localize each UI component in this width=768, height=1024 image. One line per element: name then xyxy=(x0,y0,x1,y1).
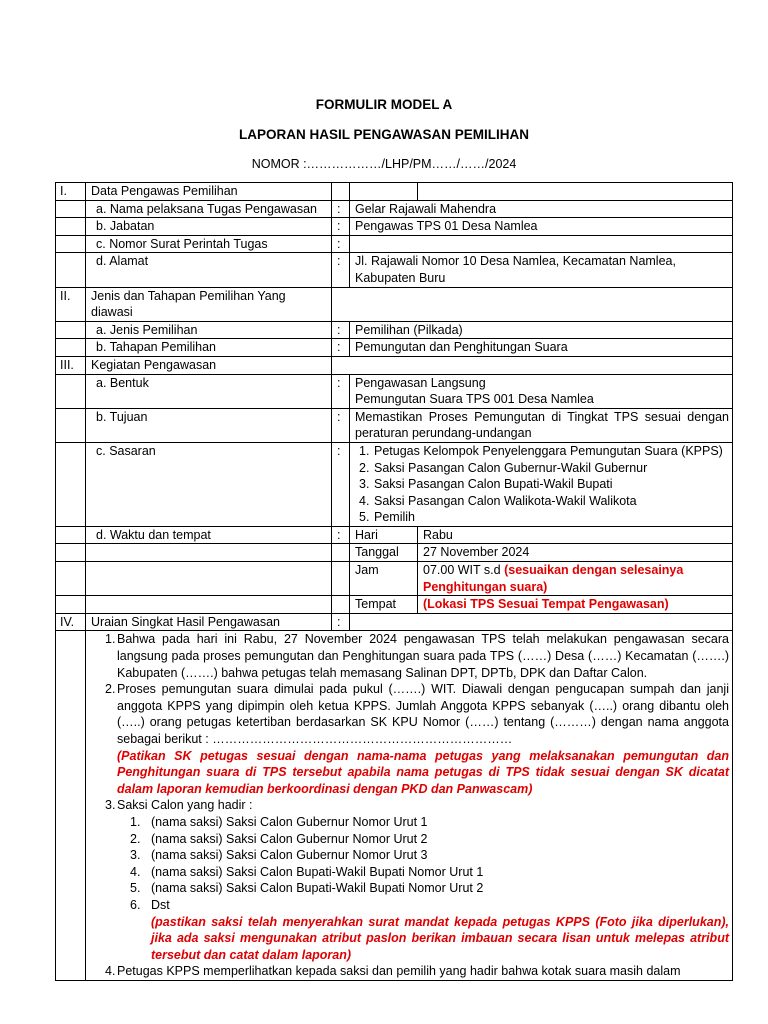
field-value: Gelar Rajawali Mahendra xyxy=(350,200,733,218)
report-title: LAPORAN HASIL PENGAWASAN PEMILIHAN xyxy=(238,127,530,142)
saksi-list xyxy=(117,814,729,963)
field-value: Jl. Rajawali Nomor 10 Desa Namlea, Kecamatan Namlea, Kabupaten Buru xyxy=(350,253,733,287)
list-item: 4. (nama saksi) Saksi Calon Bupati-Wakil Bupati Nomor Urut 1 xyxy=(130,864,484,879)
field-value: Memastikan Proses Pemungutan di Tingkat TPS sesuai dengan peraturan perundang-undangan xyxy=(350,408,733,442)
table-row xyxy=(56,526,733,544)
table-row xyxy=(56,374,733,408)
table-row xyxy=(56,544,733,562)
section-number: IV. xyxy=(56,613,86,631)
petugas-note: (Patikan SK petugas sesuai dengan nama-nama petugas yang melaksanakan pemungutan dan Penghitungan suara di TPS tersebut apabila nama petugas di TPS tidak sesuai dengan SK dicatat dalam laporan kemudian berkoordinasi dengan PKD dan Panwascam) xyxy=(117,748,729,796)
colon: : xyxy=(332,235,350,253)
colon: : xyxy=(332,253,350,287)
field-value: Pengawas TPS 01 Desa Namlea xyxy=(350,218,733,236)
section-number: I. xyxy=(56,183,86,201)
field-label: a. Bentuk xyxy=(86,374,332,408)
section-title: Kegiatan Pengawasan xyxy=(86,356,332,374)
list-item: 1. Petugas Kelompok Penyelenggara Pemungutan Suara (KPPS) xyxy=(359,443,723,458)
section-number: III. xyxy=(56,356,86,374)
section-title: Jenis dan Tahapan Pemilihan Yang diawasi xyxy=(86,287,332,321)
summary-content xyxy=(86,631,733,980)
field-value: Pemilihan (Pilkada) xyxy=(350,321,733,339)
colon: : xyxy=(332,526,350,544)
table-row xyxy=(56,631,733,980)
report-number: NOMOR :………………/LHP/PM……/……/2024 xyxy=(251,157,517,171)
colon: : xyxy=(332,374,350,408)
section-title: Data Pengawas Pemilihan xyxy=(86,183,332,201)
list-item: 4. Saksi Pasangan Calon Walikota-Wakil Walikota xyxy=(359,493,637,508)
list-item: 3. (nama saksi) Saksi Calon Gubernur Nomor Urut 3 xyxy=(130,848,428,863)
table-row xyxy=(56,562,733,596)
table-row xyxy=(56,408,733,442)
field-label: b. Tahapan Pemilihan xyxy=(86,339,332,357)
table-row xyxy=(56,356,733,374)
list-item: 1. (nama saksi) Saksi Calon Gubernur Nomor Urut 1 xyxy=(130,814,428,829)
jam-label: Jam xyxy=(350,562,418,596)
field-label: c. Sasaran xyxy=(86,442,332,526)
section-title: Uraian Singkat Hasil Pengawasan xyxy=(86,613,332,631)
field-label: b. Tujuan xyxy=(86,408,332,442)
colon: : xyxy=(332,200,350,218)
list-item: 3. Saksi Pasangan Calon Bupati-Wakil Bupati xyxy=(359,477,613,492)
table-row xyxy=(56,339,733,357)
table-row xyxy=(56,596,733,614)
list-item: 2. Saksi Pasangan Calon Gubernur-Wakil Gubernur xyxy=(359,460,648,475)
table-row xyxy=(56,287,733,321)
list-item: 3. Saksi Calon yang hadir : 1. (nama saksi) Saksi Calon Gubernur Nomor Urut 1 2. (nama saksi) Saksi Calon Gubernur Nomor Urut 2 3. (nama saksi) Saksi Calon Gubernur Nomor Urut 3 4. (nama saksi) Saksi Calon Bupati-Wakil Bupati Nomor Urut 1 5. (nama saksi) Saksi Calon Bupati-Wakil Bupati Nomor Urut 2 6. Dst (pastikan saksi telah menyerahkan surat mandat kepada petugas KPPS (Foto jika diperlukan), jika ada saksi mengunakan atribut paslon berikan imbauan secara lisan untuk melepas atribut tersebut dan catat dalam laporan) xyxy=(105,798,729,962)
list-item: 2. (nama saksi) Saksi Calon Gubernur Nomor Urut 2 xyxy=(130,831,428,846)
table-row xyxy=(56,235,733,253)
table-row xyxy=(56,183,733,201)
tempat-value: (Lokasi TPS Sesuai Tempat Pengawasan) xyxy=(418,596,733,614)
colon: : xyxy=(332,339,350,357)
field-value: Pemungutan dan Penghitungan Suara xyxy=(350,339,733,357)
jam-value: 07.00 WIT s.d (sesuaikan dengan selesainya Penghitungan suara) xyxy=(418,562,733,596)
section-number: II. xyxy=(56,287,86,321)
field-label: b. Jabatan xyxy=(86,218,332,236)
bentuk-line: Pengawasan Langsung xyxy=(355,375,486,390)
colon: : xyxy=(332,442,350,526)
list-item: 2. Proses pemungutan suara dimulai pada pukul (…….) WIT. Diawali dengan pengucapan sumpah dan janji anggota KPPS yang dipimpin oleh ketua KPPS. Jumlah Anggota KPPS sebanyak (…..) orang dibantu oleh (…..) orang petugas ketertiban berdasarkan SK KPU Nomor (……) tentang (………) dengan nama anggota sebagai berikut : ……………………………………………………………… (Patikan SK petugas sesuai dengan nama-nama petugas yang melaksanakan pemungutan dan Penghitungan suara di TPS tersebut apabila nama petugas di TPS tidak sesuai dengan SK dicatat dalam laporan kemudian berkoordinasi dengan PKD dan Panwascam) xyxy=(105,682,729,796)
colon: : xyxy=(332,408,350,442)
hari-label: Hari xyxy=(350,526,418,544)
table-row xyxy=(56,613,733,631)
field-label: d. Alamat xyxy=(86,253,332,287)
list-item: 5. Pemilih xyxy=(359,510,415,525)
hari-value: Rabu xyxy=(418,526,733,544)
report-form-table xyxy=(55,182,733,981)
table-row xyxy=(56,442,733,526)
field-value xyxy=(350,374,733,408)
field-label: c. Nomor Surat Perintah Tugas xyxy=(86,235,332,253)
summary-list xyxy=(101,631,729,979)
table-row xyxy=(56,218,733,236)
tanggal-label: Tanggal xyxy=(350,544,418,562)
list-item: 4. Petugas KPPS memperlihatkan kepada saksi dan pemilih yang hadir bahwa kotak suara masih dalam xyxy=(105,964,681,979)
tanggal-value: 27 November 2024 xyxy=(418,544,733,562)
table-row xyxy=(56,321,733,339)
bentuk-line: Pemungutan Suara TPS 001 Desa Namlea xyxy=(355,392,594,407)
field-label: d. Waktu dan tempat xyxy=(86,526,332,544)
field-label: a. Nama pelaksana Tugas Pengawasan xyxy=(86,200,332,218)
table-row xyxy=(56,253,733,287)
list-item: 6. Dst (pastikan saksi telah menyerahkan surat mandat kepada petugas KPPS (Foto jika diperlukan), jika ada saksi mengunakan atribut paslon berikan imbauan secara lisan untuk melepas atribut tersebut dan catat dalam laporan) xyxy=(130,897,729,962)
tempat-label: Tempat xyxy=(350,596,418,614)
sasaran-list xyxy=(355,443,729,526)
list-item: 5. (nama saksi) Saksi Calon Bupati-Wakil Bupati Nomor Urut 2 xyxy=(130,881,484,896)
saksi-note: (pastikan saksi telah menyerahkan surat mandat kepada petugas KPPS (Foto jika diperlukan), jika ada saksi mengunakan atribut paslon berikan imbauan secara lisan untuk melepas atribut tersebut dan catat dalam laporan) xyxy=(151,914,729,962)
table-row xyxy=(56,200,733,218)
jam-note: (sesuaikan dengan selesainya Penghitungan suara) xyxy=(423,563,684,594)
colon: : xyxy=(332,613,350,631)
field-value xyxy=(350,442,733,526)
colon: : xyxy=(332,218,350,236)
colon: : xyxy=(332,321,350,339)
list-item: 1. Bahwa pada hari ini Rabu, 27 November 2024 pengawasan TPS telah melakukan pengawasan secara langsung pada proses pemungutan dan Penghitungan suara pada TPS (……) Desa (……) Kecamatan (…….) Kabupaten (…….) bahwa petugas telah memasang Salinan DPT, DPTb, DPK dan Daftar Calon. xyxy=(105,632,729,680)
field-label: a. Jenis Pemilihan xyxy=(86,321,332,339)
form-title: FORMULIR MODEL A xyxy=(315,97,453,112)
